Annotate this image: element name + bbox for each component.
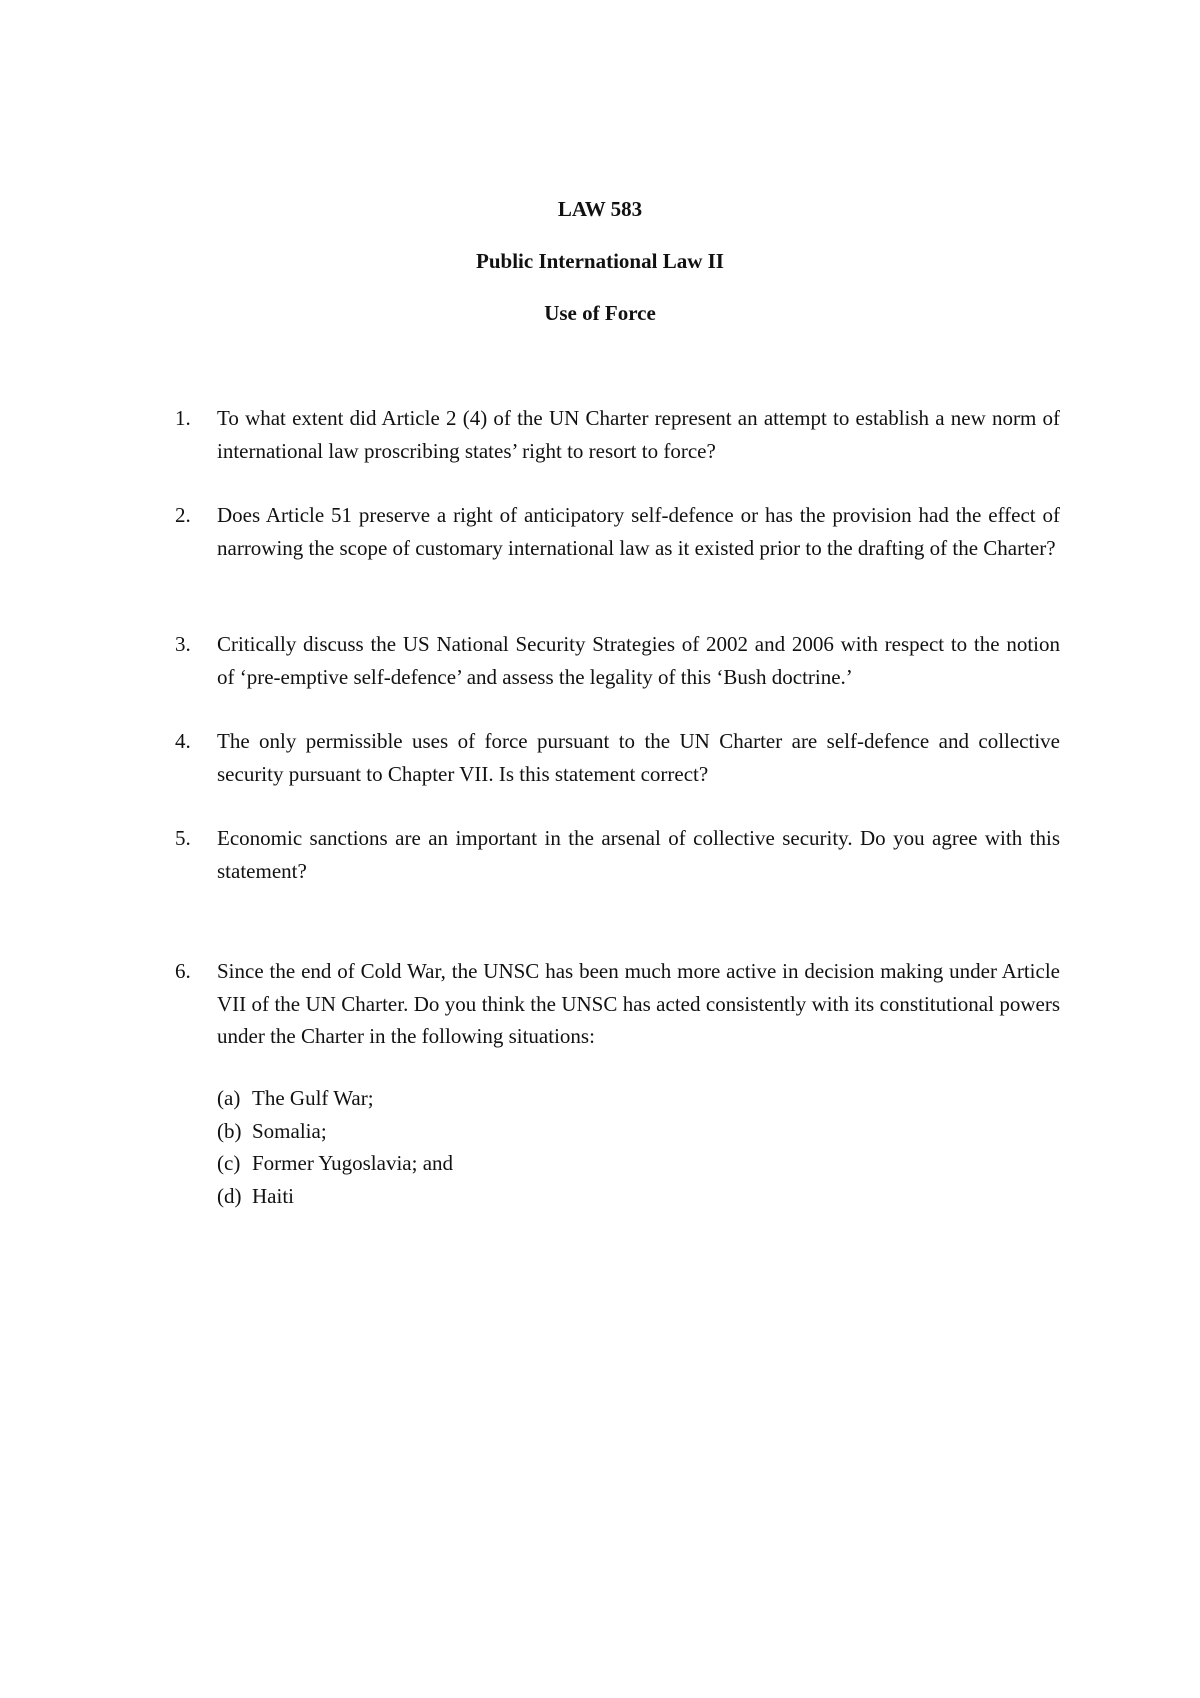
course-code: LAW 583 (557, 197, 643, 221)
list-item (217, 1147, 817, 1180)
list-item (217, 1115, 817, 1148)
topic-title: Use of Force (544, 301, 656, 325)
question-number: 4. (175, 729, 191, 753)
question-number: 5. (175, 826, 191, 850)
question-5 (175, 822, 1060, 887)
list-item-text: Former Yugoslavia; and (252, 1151, 454, 1175)
question-text: Critically discuss the US National Security Strategies of 2002 and 2006 with respect to the notion of ‘pre-emptive self-defence’ and assess the legality of this ‘Bush doctrine.’ (217, 632, 1060, 689)
question-4 (175, 725, 1060, 790)
list-item-text: Somalia; (252, 1118, 327, 1143)
question-text: Economic sanctions are an important in the arsenal of collective security. Do you agree with this statement? (217, 826, 1060, 883)
question-number: 1. (175, 406, 191, 430)
question-6 (175, 955, 1060, 1053)
question-1 (175, 402, 1060, 467)
question-number: 3. (175, 632, 191, 656)
list-item-marker: (c) (217, 1151, 241, 1175)
list-item-text: Haiti (252, 1183, 294, 1208)
list-item-marker: (d) (217, 1183, 242, 1208)
question-text: Does Article 51 preserve a right of anticipatory self-defence or has the provision had the effect of narrowing the scope of customary international law as it existed prior to the drafting of the Charter? (217, 503, 1060, 560)
list-item (217, 1082, 817, 1115)
question-3 (175, 628, 1060, 693)
course-title: Public International Law II (476, 249, 724, 273)
question-text: The only permissible uses of force pursuant to the UN Charter are self-defence and collective security pursuant to Chapter VII. Is this statement correct? (217, 729, 1060, 786)
question-text: Since the end of Cold War, the UNSC has been much more active in decision making under Article VII of the UN Charter. Do you think the UNSC has acted consistently with its constitutional powers under the Charter in the following situations: (217, 959, 1060, 1048)
question-text: To what extent did Article 2 (4) of the UN Charter represent an attempt to establish a new norm of international law proscribing states’ right to resort to force? (217, 406, 1060, 463)
question-2 (175, 499, 1060, 564)
list-item-marker: (b) (217, 1118, 242, 1143)
situations-list (217, 1082, 817, 1212)
list-item-marker: (a) (217, 1086, 241, 1110)
question-number: 6. (175, 959, 191, 983)
list-item (217, 1180, 817, 1213)
list-item-text: The Gulf War; (252, 1086, 374, 1110)
question-number: 2. (175, 503, 191, 527)
